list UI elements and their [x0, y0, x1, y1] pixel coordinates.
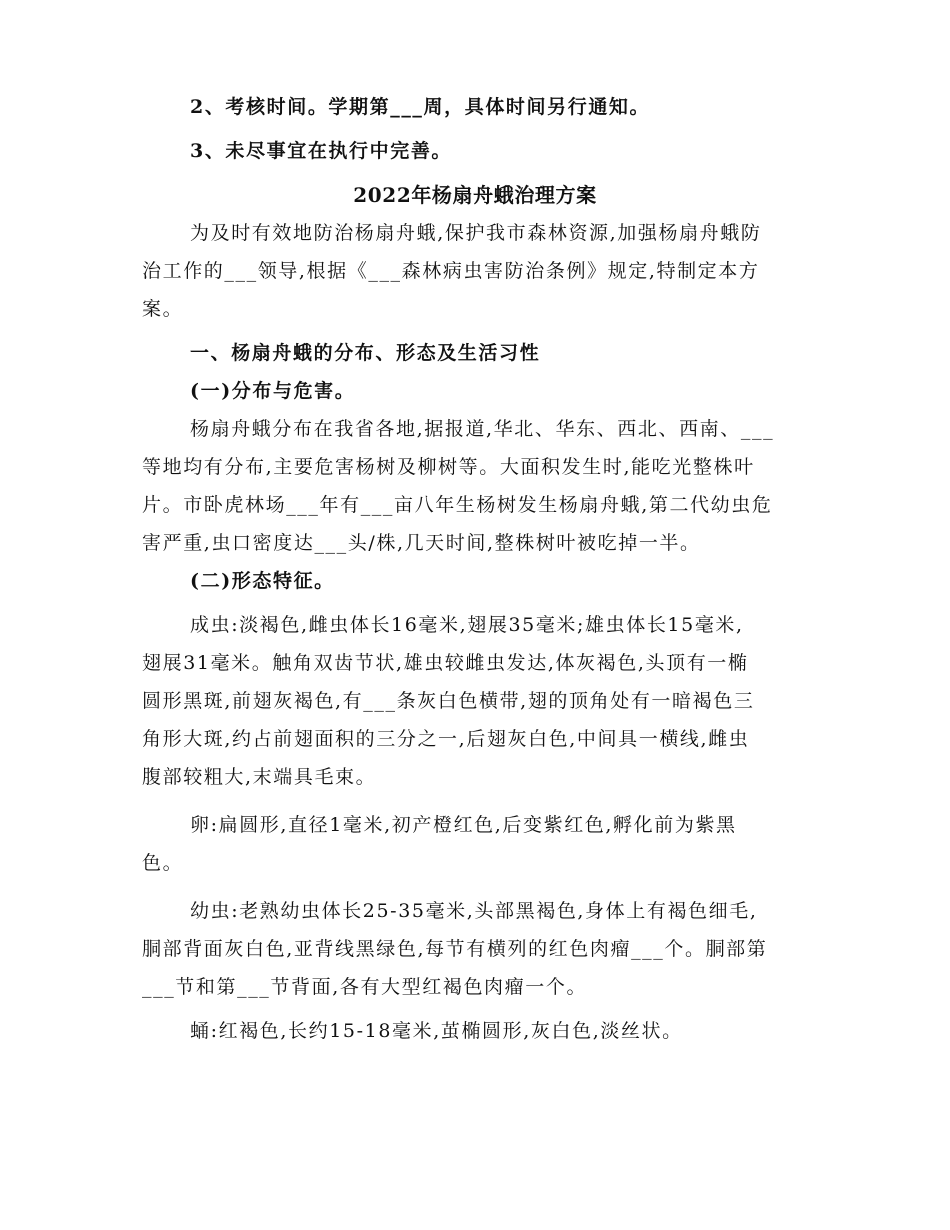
paragraph-line: 卵:扁圆形,直径1毫米,初产橙红色,后变紫红色,孵化前为紫黑 — [190, 814, 737, 836]
section-title: 2022年杨扇舟蛾治理方案 — [353, 183, 597, 207]
subsection-heading: (一)分布与危害。 — [190, 380, 356, 402]
paragraph-line: 3、未尽事宜在执行中完善。 — [190, 140, 453, 162]
paragraph-line: 成虫:淡褐色,雌虫体长16毫米,翅展35毫米;雄虫体长15毫米, — [190, 614, 744, 636]
paragraph-line: 色。 — [142, 852, 184, 874]
section-heading: 一、杨扇舟蛾的分布、形态及生活习性 — [190, 342, 541, 364]
paragraph-line: 为及时有效地防治杨扇舟蛾,保护我市森林资源,加强杨扇舟蛾防 — [190, 222, 762, 244]
paragraph-line: 腹部较粗大,末端具毛束。 — [142, 766, 377, 788]
paragraph-line: 角形大斑,约占前翅面积的三分之一,后翅灰白色,中间具一横线,雌虫 — [142, 728, 750, 750]
paragraph-line: 蛹:红褐色,长约15-18毫米,茧椭圆形,灰白色,淡丝状。 — [190, 1020, 683, 1042]
paragraph-line: ___节和第___节背面,各有大型红褐色肉瘤一个。 — [142, 976, 588, 998]
paragraph-line: 治工作的___领导,根据《___森林病虫害防治条例》规定,特制定本方 — [142, 260, 760, 282]
paragraph-line: 等地均有分布,主要危害杨树及柳树等。大面积发生时,能吃光整株叶 — [142, 456, 755, 478]
paragraph-line: 案。 — [142, 298, 184, 320]
paragraph-line: 2、考核时间。学期第___周，具体时间另行通知。 — [190, 96, 651, 118]
document-body — [142, 88, 808, 1050]
paragraph-line: 杨扇舟蛾分布在我省各地,据报道,华北、华东、西北、西南、___ — [190, 418, 775, 440]
paragraph-line: 胴部背面灰白色,亚背线黑绿色,每节有横列的红色肉瘤___个。胴部第 — [142, 938, 768, 960]
paragraph-line: 害严重,虫口密度达___头/株,几天时间,整株树叶被吃掉一半。 — [142, 532, 701, 554]
paragraph-line: 片。市卧虎林场___年有___亩八年生杨树发生杨扇舟蛾,第二代幼虫危 — [142, 494, 773, 516]
subsection-heading: (二)形态特征。 — [190, 570, 335, 592]
paragraph-line: 幼虫:老熟幼虫体长25-35毫米,头部黑褐色,身体上有褐色细毛, — [190, 900, 758, 922]
paragraph-line: 翅展31毫米。触角双齿节状,雄虫较雌虫发达,体灰褐色,头顶有一椭 — [142, 652, 749, 674]
paragraph-line: 圆形黑斑,前翅灰褐色,有___条灰白色横带,翅的顶角处有一暗褐色三 — [142, 690, 755, 712]
